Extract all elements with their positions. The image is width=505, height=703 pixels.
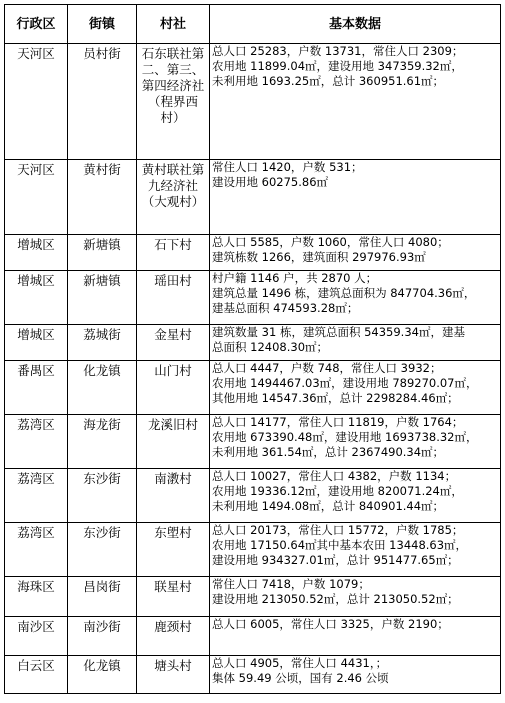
- village-cell: 联星村: [137, 577, 210, 617]
- basic-data-cell: 总人口 25283，户数 13731，常住人口 2309； 农用地 11899.04㎡，建设用地 347359.32㎡， 未利用地 1693.25㎡，总计 360951.61㎡；: [210, 44, 501, 160]
- village-data-table: [4, 4, 501, 694]
- district-cell: 增城区: [5, 271, 68, 325]
- header-basic-data: 基本数据: [210, 5, 501, 44]
- village-cell: 山门村: [137, 361, 210, 415]
- district-cell: 增城区: [5, 235, 68, 271]
- table-row: [5, 44, 501, 160]
- table-row: [5, 361, 501, 415]
- street-cell: 荔城街: [68, 325, 137, 361]
- basic-data-cell: 常住人口 1420，户数 531； 建设用地 60275.86㎡: [210, 160, 501, 235]
- basic-data-cell: 总人口 20173，常住人口 15772，户数 1785； 农用地 17150.64㎡其中基本农田 13448.63㎡， 建设用地 934327.01㎡，总计 951477.65㎡；: [210, 523, 501, 577]
- street-cell: 化龙镇: [68, 361, 137, 415]
- table-row: [5, 235, 501, 271]
- district-cell: 天河区: [5, 44, 68, 160]
- district-cell: 番禺区: [5, 361, 68, 415]
- basic-data-cell: 总人口 14177，常住人口 11819，户数 1764； 农用地 673390.48㎡，建设用地 1693738.32㎡， 未利用地 361.54㎡，总计 2367490.34㎡；: [210, 415, 501, 469]
- district-cell: 增城区: [5, 325, 68, 361]
- basic-data-cell: 常住人口 7418，户数 1079； 建设用地 213050.52㎡，总计 213050.52㎡；: [210, 577, 501, 617]
- district-cell: 荔湾区: [5, 415, 68, 469]
- street-cell: 员村街: [68, 44, 137, 160]
- village-cell: 石东联社第二、第三、第四经济社（程界西村）: [137, 44, 210, 160]
- basic-data-cell: 总人口 4447，户数 748，常住人口 3932； 农用地 1494467.03㎡，建设用地 789270.07㎡， 其他用地 14547.36㎡，总计 2298284.46㎡；: [210, 361, 501, 415]
- basic-data-cell: 总人口 6005，常住人口 3325，户数 2190；: [210, 617, 501, 656]
- village-cell: 东塱村: [137, 523, 210, 577]
- district-cell: 海珠区: [5, 577, 68, 617]
- basic-data-cell: 总人口 5585，户数 1060，常住人口 4080； 建筑栋数 1266，建筑面积 297976.93㎡: [210, 235, 501, 271]
- village-cell: 黄村联社第九经济社（大观村）: [137, 160, 210, 235]
- table-row: [5, 656, 501, 694]
- basic-data-cell: 总人口 4905，常住人口 4431，； 集体 59.49 公顷，国有 2.46 公顷: [210, 656, 501, 694]
- street-cell: 新塘镇: [68, 235, 137, 271]
- village-cell: 塘头村: [137, 656, 210, 694]
- street-cell: 东沙街: [68, 469, 137, 523]
- street-cell: 海龙街: [68, 415, 137, 469]
- table-row: [5, 617, 501, 656]
- street-cell: 南沙街: [68, 617, 137, 656]
- table-row: [5, 469, 501, 523]
- header-row: [5, 5, 501, 44]
- street-cell: 东沙街: [68, 523, 137, 577]
- basic-data-cell: 总人口 10027，常住人口 4382，户数 1134； 农用地 19336.12㎡，建设用地 820071.24㎡， 未利用地 1494.08㎡，总计 840901.44㎡；: [210, 469, 501, 523]
- village-cell: 金星村: [137, 325, 210, 361]
- district-cell: 南沙区: [5, 617, 68, 656]
- table-row: [5, 160, 501, 235]
- basic-data-cell: 建筑数量 31 栋，建筑总面积 54359.34㎡，建基 总面积 12408.30㎡；: [210, 325, 501, 361]
- district-cell: 白云区: [5, 656, 68, 694]
- street-cell: 黄村街: [68, 160, 137, 235]
- header-village: 村社: [137, 5, 210, 44]
- village-cell: 石下村: [137, 235, 210, 271]
- district-cell: 天河区: [5, 160, 68, 235]
- table-row: [5, 577, 501, 617]
- basic-data-cell: 村户籍 1146 户，共 2870 人； 建筑总量 1496 栋，建筑总面积为 847704.36㎡， 建基总面积 474593.28㎡；: [210, 271, 501, 325]
- street-cell: 新塘镇: [68, 271, 137, 325]
- street-cell: 昌岗街: [68, 577, 137, 617]
- table-row: [5, 271, 501, 325]
- header-district: 行政区: [5, 5, 68, 44]
- village-cell: 南漖村: [137, 469, 210, 523]
- village-cell: 瑶田村: [137, 271, 210, 325]
- table-row: [5, 415, 501, 469]
- district-cell: 荔湾区: [5, 469, 68, 523]
- table-row: [5, 325, 501, 361]
- table-row: [5, 523, 501, 577]
- village-cell: 龙溪旧村: [137, 415, 210, 469]
- header-street: 街镇: [68, 5, 137, 44]
- village-cell: 鹿颈村: [137, 617, 210, 656]
- street-cell: 化龙镇: [68, 656, 137, 694]
- district-cell: 荔湾区: [5, 523, 68, 577]
